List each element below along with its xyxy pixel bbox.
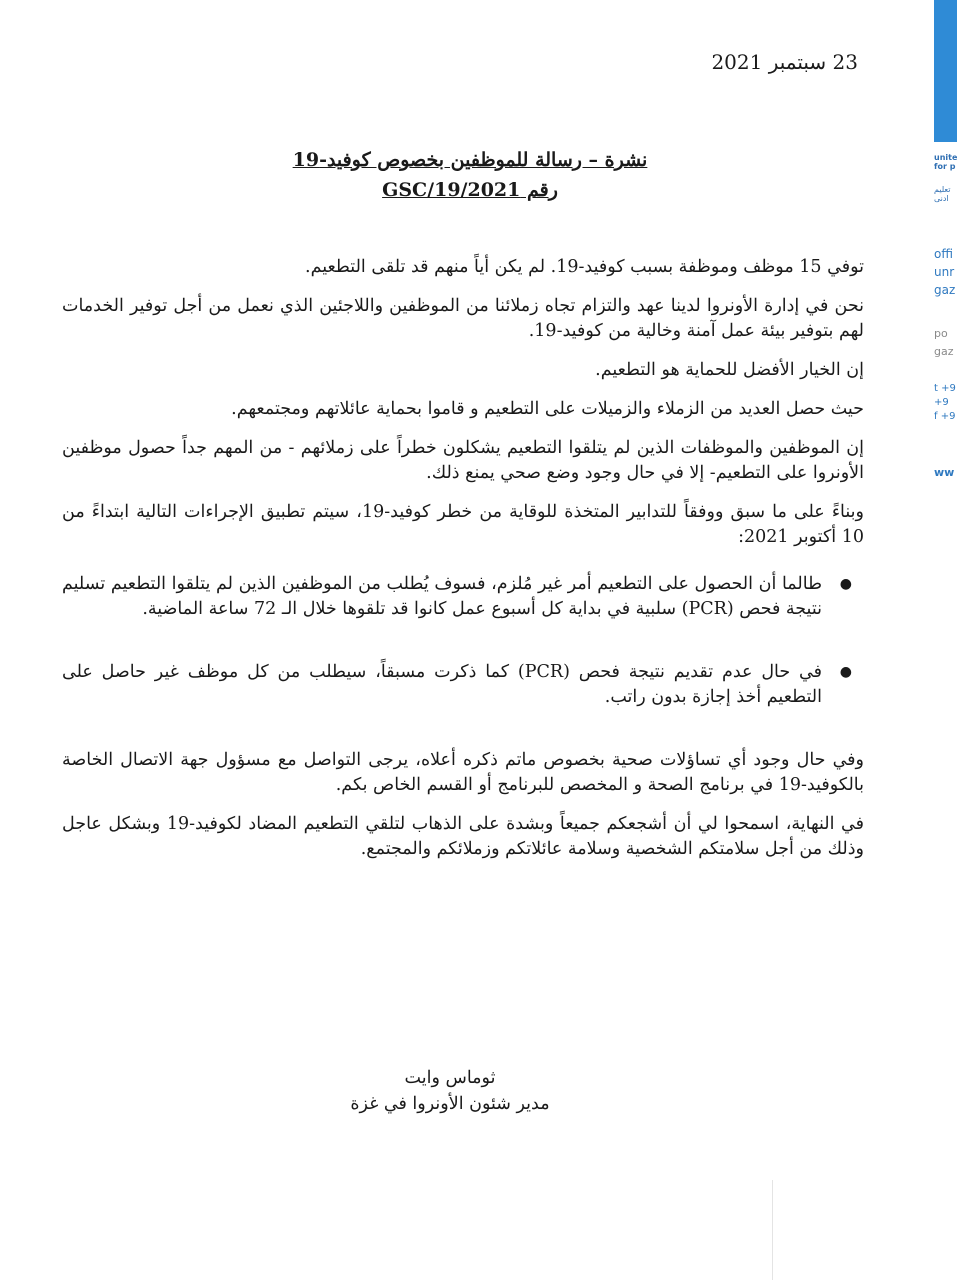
letter-body — [62, 255, 864, 876]
paragraph: إن الموظفين والموظفات الذين لم يتلقوا التطعيم يشكلون خطراً على زملائهم - من المهم جداً حصول موظفين الأونروا على التطعيم- إلا في حال وجود وضع صحي يمنع ذلك. — [62, 438, 864, 483]
letter-date: 23 سبتمبر 2021 — [711, 50, 858, 74]
letterhead-office: offi unr gaz — [934, 247, 956, 297]
measures-list — [62, 572, 864, 710]
signature-block — [300, 1065, 600, 1117]
reference-number: رقم GSC/19/2021 — [382, 179, 558, 201]
paragraph: حيث حصل العديد من الزملاء والزميلات على التطعيم و قاموا بحماية عائلاتهم ومجتمعهم. — [231, 399, 864, 419]
letterhead-brand-bar — [934, 0, 957, 142]
closing-paragraph: في النهاية، اسمحوا لي أن أشجعكم جميعاً وبشدة على الذهاب لتلقي التطعيم المضاد لكوفيد-19 وبشكل عاجل وذلك من أجل سلامتكم الشخصية وسلامة عائلاتكم وزملائكم والمجتمع. — [62, 814, 865, 859]
signatory-role: مدير شئون الأونروا في غزة — [350, 1094, 550, 1114]
signatory-name: ثوماس وايت — [404, 1068, 496, 1088]
letterhead-org-name-arabic: تعليم ادنى — [934, 185, 951, 203]
letterhead-website: ww — [934, 466, 955, 479]
paragraph: نحن في إدارة الأونروا لدينا عهد والتزام تجاه زملائنا من الموظفين واللاجئين الذي نعمل من أجل توفير الخدمات لهم بتوفير بيئة عمل آمنة وخالية من كوفيد-19. — [62, 296, 864, 341]
closing-paragraph: وفي حال وجود أي تساؤلات صحية بخصوص ماتم ذكره أعلاه، يرجى التواصل مع مسؤول جهة الاتصال الخاصة بالكوفيد-19 في برنامج الصحة و المخصص للبرنامج أو القسم الخاص بكم. — [62, 750, 864, 795]
list-item: ● طالما أن الحصول على التطعيم أمر غير مُلزم، فسوف يُطلب من الموظفين الذين لم يتلقوا التطعيم تسليم نتيجة فحص (PCR) سلبية في بداية كل أسبوع عمل كانوا قد تلقوها خلال الـ 72 ساعة الماضية. — [62, 574, 852, 619]
letter-title — [150, 145, 790, 205]
paragraph: توفي 15 موظف وموظفة بسبب كوفيد-19. لم يكن أياً منهم قد تلقى التطعيم. — [305, 257, 864, 277]
letterhead-address: po gaz — [934, 327, 954, 358]
letterhead-contacts: t +9 +9 f +9 — [934, 383, 956, 422]
scan-artifact-line — [772, 1180, 773, 1280]
paragraph: إن الخيار الأفضل للحماية هو التطعيم. — [595, 360, 864, 380]
bullet-icon: ● — [839, 576, 852, 592]
list-item: ● في حال عدم تقديم نتيجة فحص (PCR) كما ذكرت مسبقاً، سيطلب من كل موظف غير حاصل على التطعيم أخذ إجازة بدون راتب. — [62, 662, 852, 707]
title-line: نشرة – رسالة للموظفين بخصوص كوفيد-19 — [292, 149, 648, 171]
bullet-icon: ● — [839, 664, 852, 680]
letterhead-org-name: unite for p — [934, 153, 957, 171]
paragraph: وبناءً على ما سبق ووفقاً للتدابير المتخذة للوقاية من خطر كوفيد-19، سيتم تطبيق الإجراءات التالية ابتداءً من 10 أكتوبر 2021: — [62, 502, 864, 547]
